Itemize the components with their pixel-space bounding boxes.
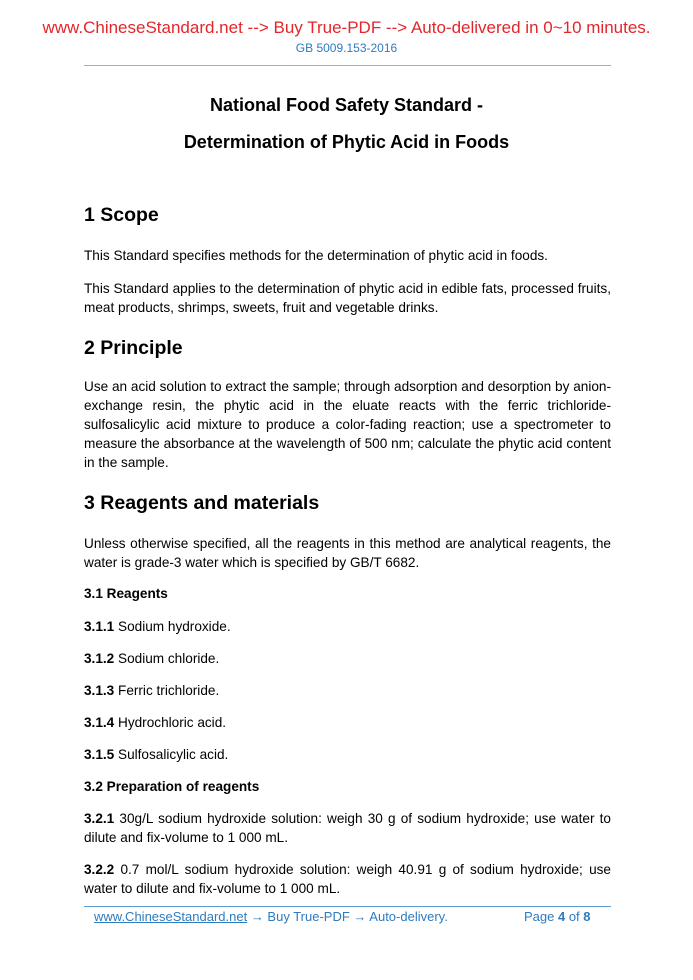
reagents-paragraph: Unless otherwise specified, all the reagents in this method are analytical reagents, the water is grade-3 water which is specified by GB/T 6682. [84,536,611,570]
item-number: 3.1.4 [84,715,115,730]
header-divider [84,65,611,66]
item-number: 3.2.2 [84,862,115,877]
document-code: GB 5009.153-2016 [295,41,398,55]
item-number: 3.1.1 [84,619,115,634]
reagent-item [84,681,611,700]
item-text: Ferric trichloride. [114,683,220,698]
heading-reagents: 3 Reagents and materials [84,492,320,514]
title-line-2: Determination of Phytic Acid in Foods [183,132,510,152]
footer-tagline: → Buy True-PDF → Auto-delivery. [247,909,448,924]
subheading-preparation: 3.2 Preparation of reagents [84,779,260,794]
item-text: Sodium hydroxide. [114,619,231,634]
scope-paragraph-2: This Standard applies to the determination of phytic acid in edible fats, processed fruits, meat products, shrimps, sweets, fruit and vegetable drinks. [84,281,611,315]
footer-divider [84,906,611,907]
reagent-item [84,713,611,732]
footer-link[interactable]: www.ChineseStandard.net [94,909,248,924]
item-text: 0.7 mol/L sodium hydroxide solution: weigh 40.91 g of sodium hydroxide; use water to dilute and fix-volume to 1 000 mL. [84,862,611,896]
heading-principle: 2 Principle [84,337,183,359]
reagent-item [84,649,611,668]
item-text: Sulfosalicylic acid. [114,747,229,762]
heading-scope: 1 Scope [84,204,159,226]
scope-paragraph-1: This Standard specifies methods for the determination of phytic acid in foods. [84,248,548,263]
preparation-item [84,809,611,847]
of-label: of [565,909,584,924]
item-text: Hydrochloric acid. [114,715,227,730]
item-number: 3.1.3 [84,683,115,698]
item-number: 3.1.2 [84,651,115,666]
item-number: 3.1.5 [84,747,115,762]
current-page: 4 [557,909,566,924]
footer-text [94,909,448,924]
page-label: Page [524,909,558,924]
reagent-item [84,617,611,636]
preparation-item [84,860,611,898]
reagent-item [84,745,611,764]
item-number: 3.2.1 [84,811,115,826]
principle-paragraph: Use an acid solution to extract the sample; through adsorption and desorption by anion-exchange resin, the phytic acid in the eluate reacts with the ferric trichloride-sulfosalicylic acid mixture to produce a color-fading reaction; use a spectrometer to measure the absorbance at the wavelength of 500 nm; calculate the phytic acid content in the sample. [84,379,611,470]
subheading-reagents: 3.1 Reagents [84,586,168,601]
title-line-1: National Food Safety Standard - [209,95,484,115]
item-text: Sodium chloride. [114,651,220,666]
total-pages: 8 [583,909,591,924]
top-banner[interactable]: www.ChineseStandard.net --> Buy True-PDF --> Auto-delivered in 0~10 minutes. [42,18,651,37]
page-number [524,909,591,924]
item-text: 30g/L sodium hydroxide solution: weigh 30 g of sodium hydroxide; use water to dilute and fix-volume to 1 000 mL. [84,811,611,845]
